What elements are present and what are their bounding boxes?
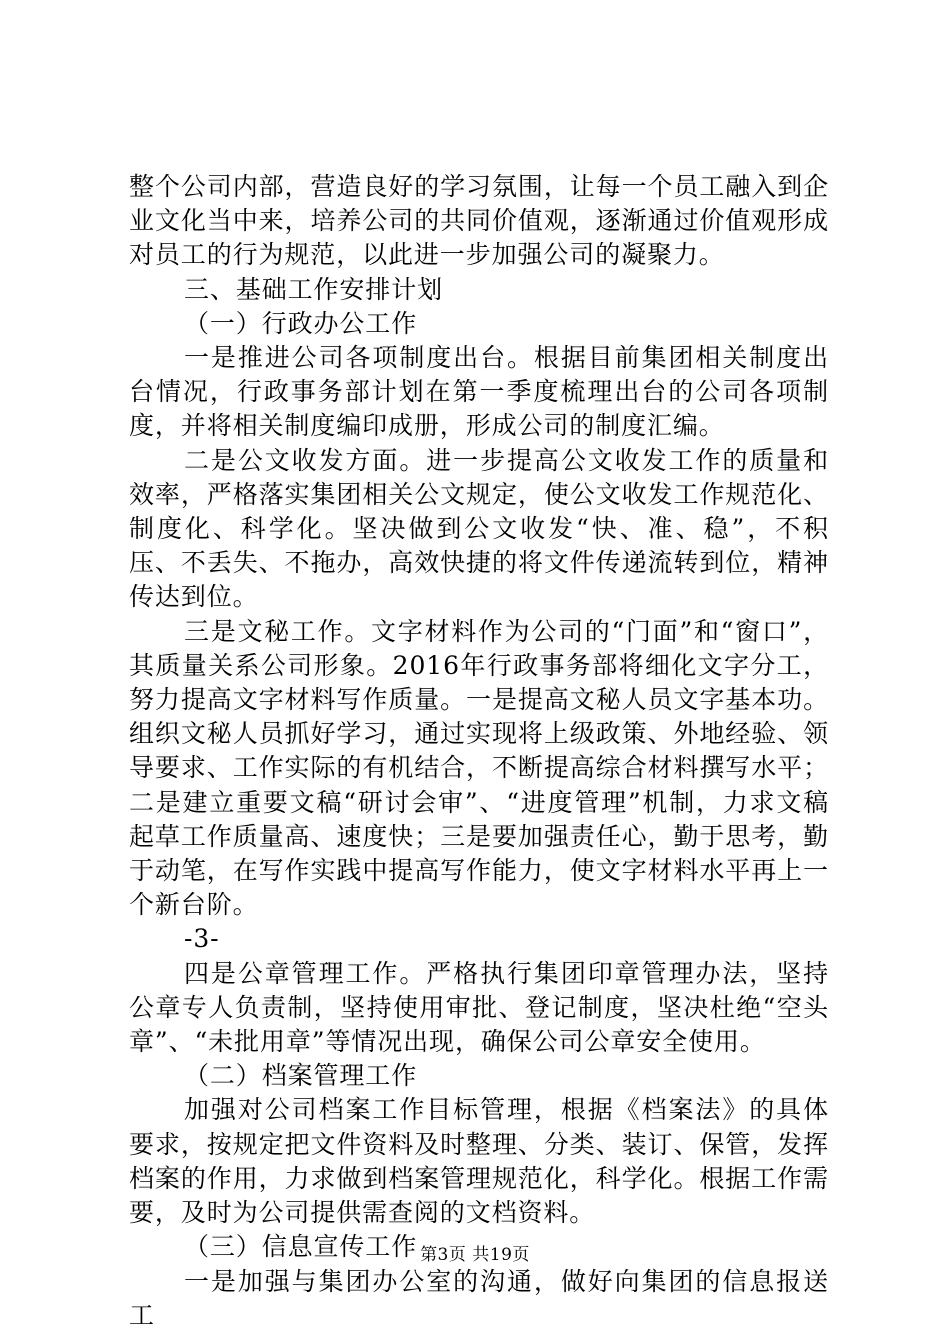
subsection-heading-admin: （一）行政办公工作 <box>184 308 418 338</box>
paragraph-seal-management: 四是公章管理工作。严格执行集团印章管理办法，坚持公章专人负责制，坚持使用审批、登记制度，坚决杜绝“空头章”、“未批用章”等情况出现，确保公司公章安全使用。 <box>129 958 829 1057</box>
page-footer: 第3页 共19页 <box>420 1245 530 1265</box>
paragraph-archives: 加强对公司档案工作目标管理，根据《档案法》的具体要求，按规定把文件资料及时整理、分类、装订、保管，发挥档案的作用，力求做到档案管理规范化，科学化。根据工作需要，及时为公司提供需查阅的文档资料。 <box>129 1095 829 1228</box>
document-body <box>129 170 829 1333</box>
section-heading-basic-work: 三、基础工作安排计划 <box>184 274 444 304</box>
paragraph-publicity: 一是加强与集团办公室的沟通，做好向集团的信息报送工 <box>129 1266 829 1330</box>
page-marker: -3- <box>184 924 220 954</box>
paragraph-secretarial: 三是文秘工作。文字材料作为公司的“门面”和“窗口”，其质量关系公司形象。2016年行政事务部将细化文字分工，努力提高文字材料写作质量。一是提高文秘人员文字基本功。组织文秘人员抓好学习，通过实现将上级政策、外地经验、领导要求、工作实际的有机结合，不断提高综合材料撰写水平；二是建立重要文稿“研讨会审”、“进度管理”机制，力求文稿起草工作质量高、速度快；三是要加强责任心，勤于思考，勤于动笔，在写作实践中提高写作能力，使文字材料水平再上一个新台阶。 <box>129 616 829 920</box>
paragraph-regulations: 一是推进公司各项制度出台。根据目前集团相关制度出台情况，行政事务部计划在第一季度梳理出台的公司各项制度，并将相关制度编印成册，形成公司的制度汇编。 <box>129 343 829 441</box>
subsection-heading-publicity: （三）信息宣传工作 <box>184 1232 418 1262</box>
paragraph-document-handling: 二是公文收发方面。进一步提高公文收发工作的质量和效率，严格落实集团相关公文规定，使公文收发工作规范化、制度化、科学化。坚决做到公文收发“快、准、稳”，不积压、不丢失、不拖办，高效快捷的将文件传递流转到位，精神传达到位。 <box>129 445 829 612</box>
paragraph-intro: 整个公司内部，营造良好的学习氛围，让每一个员工融入到企业文化当中来，培养公司的共同价值观，逐渐通过价值观形成对员工的行为规范，以此进一步加强公司的凝聚力。 <box>129 172 829 270</box>
subsection-heading-archives: （二）档案管理工作 <box>184 1061 418 1091</box>
